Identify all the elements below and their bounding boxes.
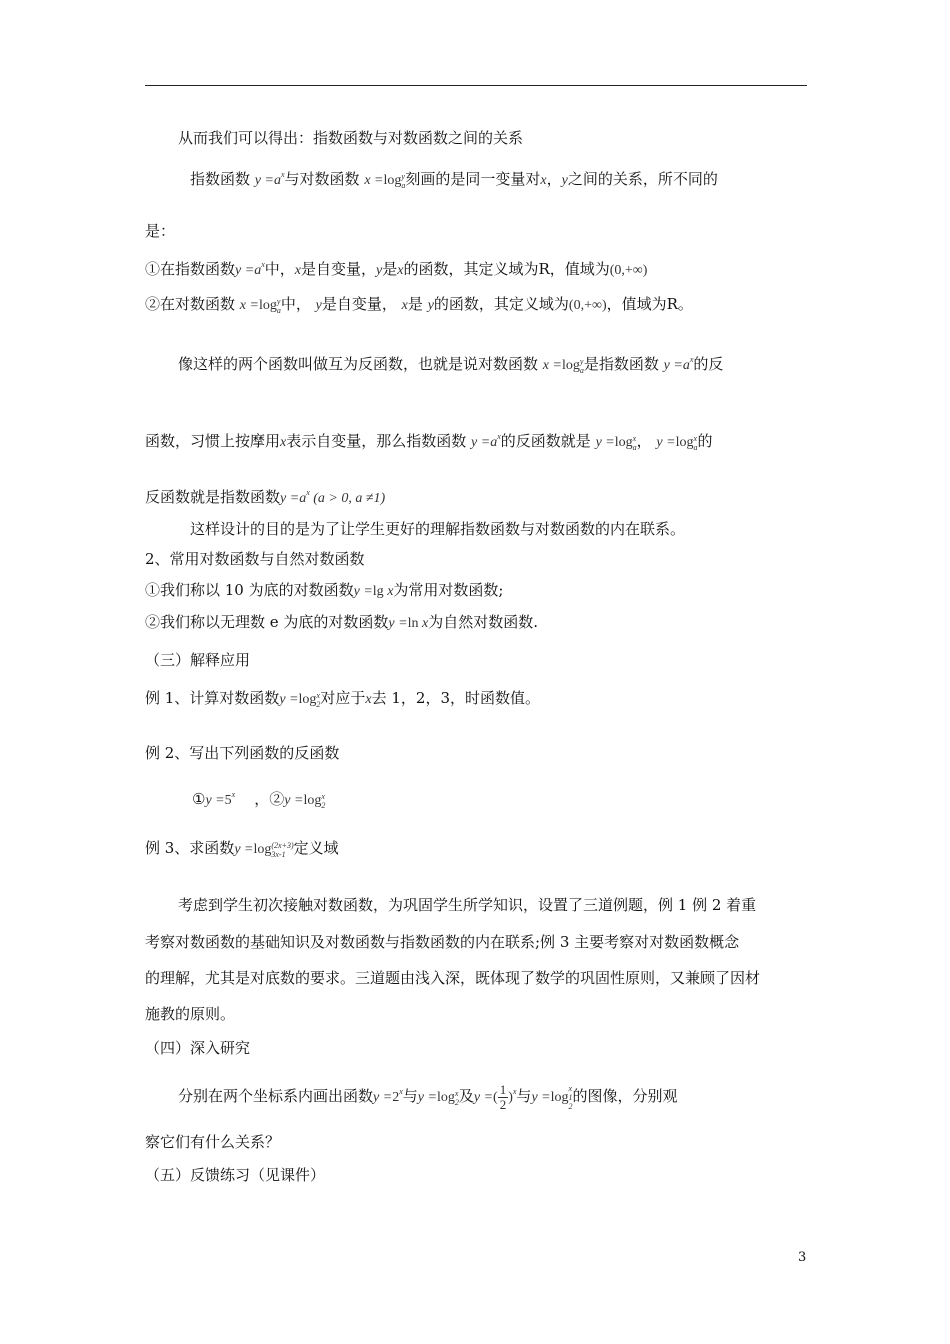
text-line: ①y $=5^x$ ，②y =log x 2 (192, 790, 326, 810)
math-log: x =log y a (364, 171, 406, 190)
section-heading: （四）深入研究 (145, 1039, 251, 1057)
text-line: ②在对数函数 x =log y a 中， y是自变量， x是 y的函数，其定义域为(0,+∞)，值域为R。 (145, 295, 693, 315)
text-line: 反函数就是指数函数$y =a^x$ (a > 0, a ≠1) (145, 488, 386, 506)
text-line: 察它们有什么关系？ (145, 1133, 281, 1151)
text-line: ②我们称以无理数 e 为底的对数函数y =ln x为自然对数函数. (145, 613, 538, 631)
math-exp: $y =a^x$ (254, 170, 285, 188)
paragraph-line: 的理解，尤其是对底数的要求。三道题由浅入深，既体现了数学的巩固性原则，又兼顾了因材 (145, 969, 761, 987)
header-rule (145, 85, 807, 86)
text-line: 像这样的两个函数叫做互为反函数，也就是说对数函数 x =log y a 是指数函数 $y =a^x$的反 (178, 355, 724, 375)
paragraph-line: 施教的原则。 (145, 1005, 236, 1023)
section-heading: （三）解释应用 (145, 651, 251, 669)
section-heading: 2、常用对数函数与自然对数函数 (145, 550, 365, 568)
text-line: ①在指数函数$y =a^x$中，x是自变量，y是x的函数，其定义域为R，值域为(0,+∞) (145, 260, 648, 278)
paragraph-line: 考虑到学生初次接触对数函数，为巩固学生所学知识，设置了三道例题，例 1 例 2 着重 (178, 896, 757, 914)
section-heading: （五）反馈练习（见课件） (145, 1166, 326, 1184)
text-line: 分别在两个坐标系内画出函数$y =2^x$与y =log x 2 及y =( $\frac{1}{2}$ )$^x$与y =log x 1 2 的图像，分别观 (178, 1082, 678, 1113)
text-line: 例 2、写出下列函数的反函数 (145, 744, 340, 762)
paragraph-line: 考察对数函数的基础知识及对数函数与指数函数的内在联系;例 3 主要考察对对数函数概念 (145, 933, 740, 951)
text-line: ①我们称以 10 为底的对数函数y =lg x为常用对数函数; (145, 581, 504, 599)
text-line: 指数函数 $y =a^x$与对数函数 x =log y a 刻画的是同一变量对x，y之间的关系，所不同的 (190, 170, 718, 190)
text-line: 从而我们可以得出：指数函数与对数函数之间的关系 (178, 129, 524, 147)
text-line: 例 1、计算对数函数y =log x 2 对应于x去 1，2，3，时函数值。 (145, 689, 541, 709)
text-line: 这样设计的目的是为了让学生更好的理解指数函数与对数函数的内在联系。 (190, 520, 686, 538)
text-line: 是： (145, 222, 176, 240)
text-line: 例 3、求函数y =log (2x+3) 3x-1 定义域 (145, 839, 339, 859)
page-number: 3 (798, 1250, 807, 1265)
text-line: 函数，习惯上按摩用x表示自变量，那么指数函数 $y =a^x$的反函数就是 y =log x a ， y =log x a 的 (145, 432, 713, 452)
